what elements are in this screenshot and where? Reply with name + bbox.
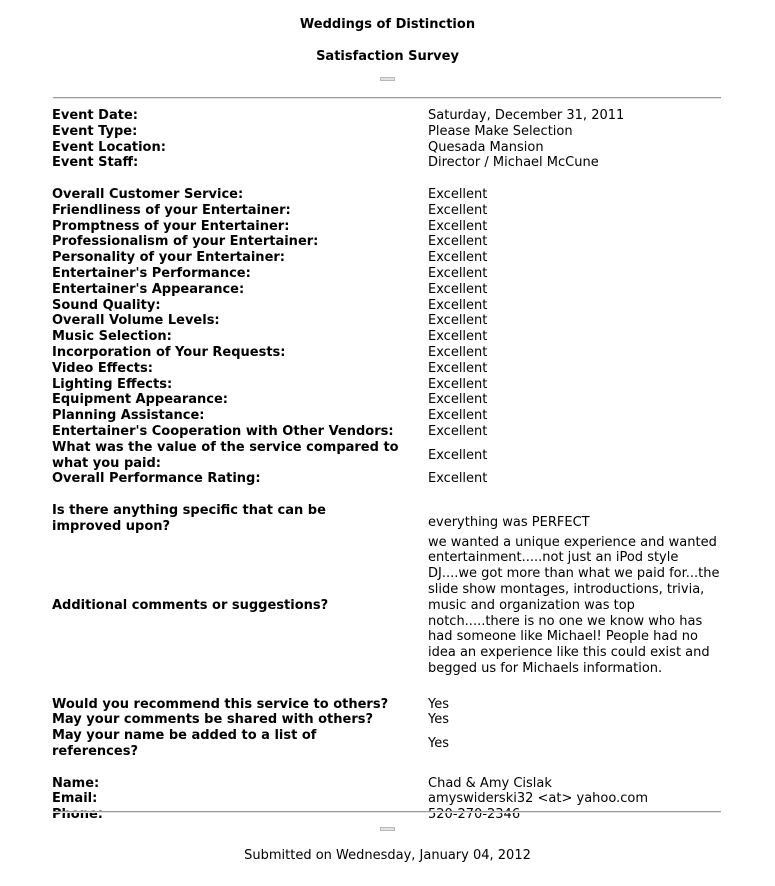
- rating-value: Excellent: [428, 447, 488, 463]
- recommend-value: Yes: [428, 696, 449, 712]
- table-row: [52, 776, 722, 792]
- rating-value: Excellent: [428, 186, 488, 202]
- rating-value: Excellent: [428, 250, 488, 266]
- table-row: [52, 392, 722, 408]
- table-row: [52, 728, 722, 760]
- rating-label: Music Selection:: [52, 329, 172, 345]
- comments-label: Additional comments or suggestions?: [52, 597, 329, 613]
- table-row: [52, 203, 722, 219]
- rating-value: Excellent: [428, 408, 488, 424]
- table-row: [52, 807, 722, 823]
- name-label: Name:: [52, 775, 100, 791]
- rating-value: Excellent: [428, 297, 488, 313]
- table-row: [52, 503, 722, 535]
- recommend-label: Would you recommend this service to others?: [52, 696, 389, 712]
- email-label: Email:: [52, 791, 98, 807]
- table-row: [52, 345, 722, 361]
- rating-value: Excellent: [428, 471, 488, 487]
- top-rule: [53, 97, 721, 99]
- rating-value: Excellent: [428, 344, 488, 360]
- table-row: [52, 234, 722, 250]
- event-staff-label: Event Staff:: [52, 155, 139, 171]
- improve-label: Is there anything specific that can be improved upon?: [52, 502, 326, 534]
- rating-label: Friendliness of your Entertainer:: [52, 202, 291, 218]
- rating-value: Excellent: [428, 234, 488, 250]
- table-row: [52, 219, 722, 235]
- comments-value: we wanted a unique experience and wanted entertainment.....not just an iPod style DJ....we got more than what we paid for...the slide show montages, introductions, trivia, music and organization was top notch.....there is no one we know who has had someone like Michael! People had no idea an experience like this could exist and begged us for Michaels information.: [428, 534, 720, 676]
- form-title: Satisfaction Survey: [316, 49, 459, 64]
- rating-value: Excellent: [428, 281, 488, 297]
- event-location-label: Event Location:: [52, 139, 166, 155]
- survey-table: [52, 108, 722, 823]
- share-comments-label: May your comments be shared with others?: [52, 712, 374, 728]
- table-row: [52, 424, 722, 440]
- references-label: May your name be added to a list of references?: [52, 728, 317, 760]
- spacer-row: [52, 677, 722, 697]
- table-row: [52, 266, 722, 282]
- table-row: [52, 187, 722, 203]
- event-staff-value: Director / Michael McCune: [428, 155, 599, 171]
- rating-label: Overall Performance Rating:: [52, 471, 261, 487]
- table-row: [52, 124, 722, 140]
- phone-value: 520-270-2346: [428, 807, 521, 823]
- table-row: [52, 329, 722, 345]
- rating-label: Professionalism of your Entertainer:: [52, 234, 319, 250]
- table-row: [52, 250, 722, 266]
- rating-label: Overall Volume Levels:: [52, 313, 220, 329]
- event-date-value: Saturday, December 31, 2011: [428, 108, 625, 123]
- event-date-label: Event Date:: [52, 108, 138, 123]
- table-row: [52, 791, 722, 807]
- table-row: [52, 377, 722, 393]
- rating-label: Sound Quality:: [52, 297, 161, 313]
- rating-label: Promptness of your Entertainer:: [52, 218, 290, 234]
- rating-value: Excellent: [428, 376, 488, 392]
- event-type-label: Event Type:: [52, 123, 138, 139]
- table-row: [52, 298, 722, 314]
- table-row: [52, 471, 722, 487]
- spacer-row: [52, 487, 722, 503]
- event-location-value: Quesada Mansion: [428, 139, 544, 155]
- rating-value: Excellent: [428, 423, 488, 439]
- table-row: [52, 282, 722, 298]
- table-row: [52, 535, 722, 677]
- rating-label: Entertainer's Appearance:: [52, 281, 245, 297]
- rating-value: Excellent: [428, 313, 488, 329]
- rating-value: Excellent: [428, 392, 488, 408]
- table-row: [52, 712, 722, 728]
- rating-label: Entertainer's Performance:: [52, 265, 251, 281]
- event-type-value: Please Make Selection: [428, 123, 573, 139]
- rating-label: Personality of your Entertainer:: [52, 250, 285, 266]
- table-row: [52, 140, 722, 156]
- table-row: [52, 697, 722, 713]
- table-row: [52, 155, 722, 171]
- divider-icon: [380, 827, 395, 831]
- references-value: Yes: [428, 736, 449, 752]
- spacer-row: [52, 171, 722, 187]
- rating-label: What was the value of the service compared to what you paid:: [52, 439, 399, 471]
- phone-label: Phone:: [52, 807, 103, 823]
- table-row: [52, 313, 722, 329]
- rating-label: Overall Customer Service:: [52, 186, 244, 202]
- rating-label: Equipment Appearance:: [52, 392, 228, 408]
- rating-value: Excellent: [428, 329, 488, 345]
- spacer-row: [52, 760, 722, 776]
- rating-label: Incorporation of Your Requests:: [52, 344, 286, 360]
- rating-value: Excellent: [428, 202, 488, 218]
- email-value: amyswiderski32 <at> yahoo.com: [428, 791, 648, 807]
- rating-value: Excellent: [428, 265, 488, 281]
- rating-label: Video Effects:: [52, 360, 153, 376]
- rating-value: Excellent: [428, 218, 488, 234]
- table-row: [52, 440, 722, 472]
- rating-label: Entertainer's Cooperation with Other Vendors:: [52, 423, 394, 439]
- rating-label: Lighting Effects:: [52, 376, 173, 392]
- table-row: [52, 408, 722, 424]
- bottom-rule: [53, 811, 721, 813]
- rating-label: Planning Assistance:: [52, 408, 205, 424]
- rating-value: Excellent: [428, 360, 488, 376]
- divider-icon: [380, 77, 395, 81]
- submitted-date: Submitted on Wednesday, January 04, 2012: [244, 848, 531, 863]
- name-value: Chad & Amy Cislak: [428, 775, 552, 791]
- company-title: Weddings of Distinction: [299, 17, 476, 32]
- table-row: [52, 108, 722, 124]
- share-comments-value: Yes: [428, 712, 449, 728]
- table-row: [52, 361, 722, 377]
- improve-value: everything was PERFECT: [428, 514, 590, 530]
